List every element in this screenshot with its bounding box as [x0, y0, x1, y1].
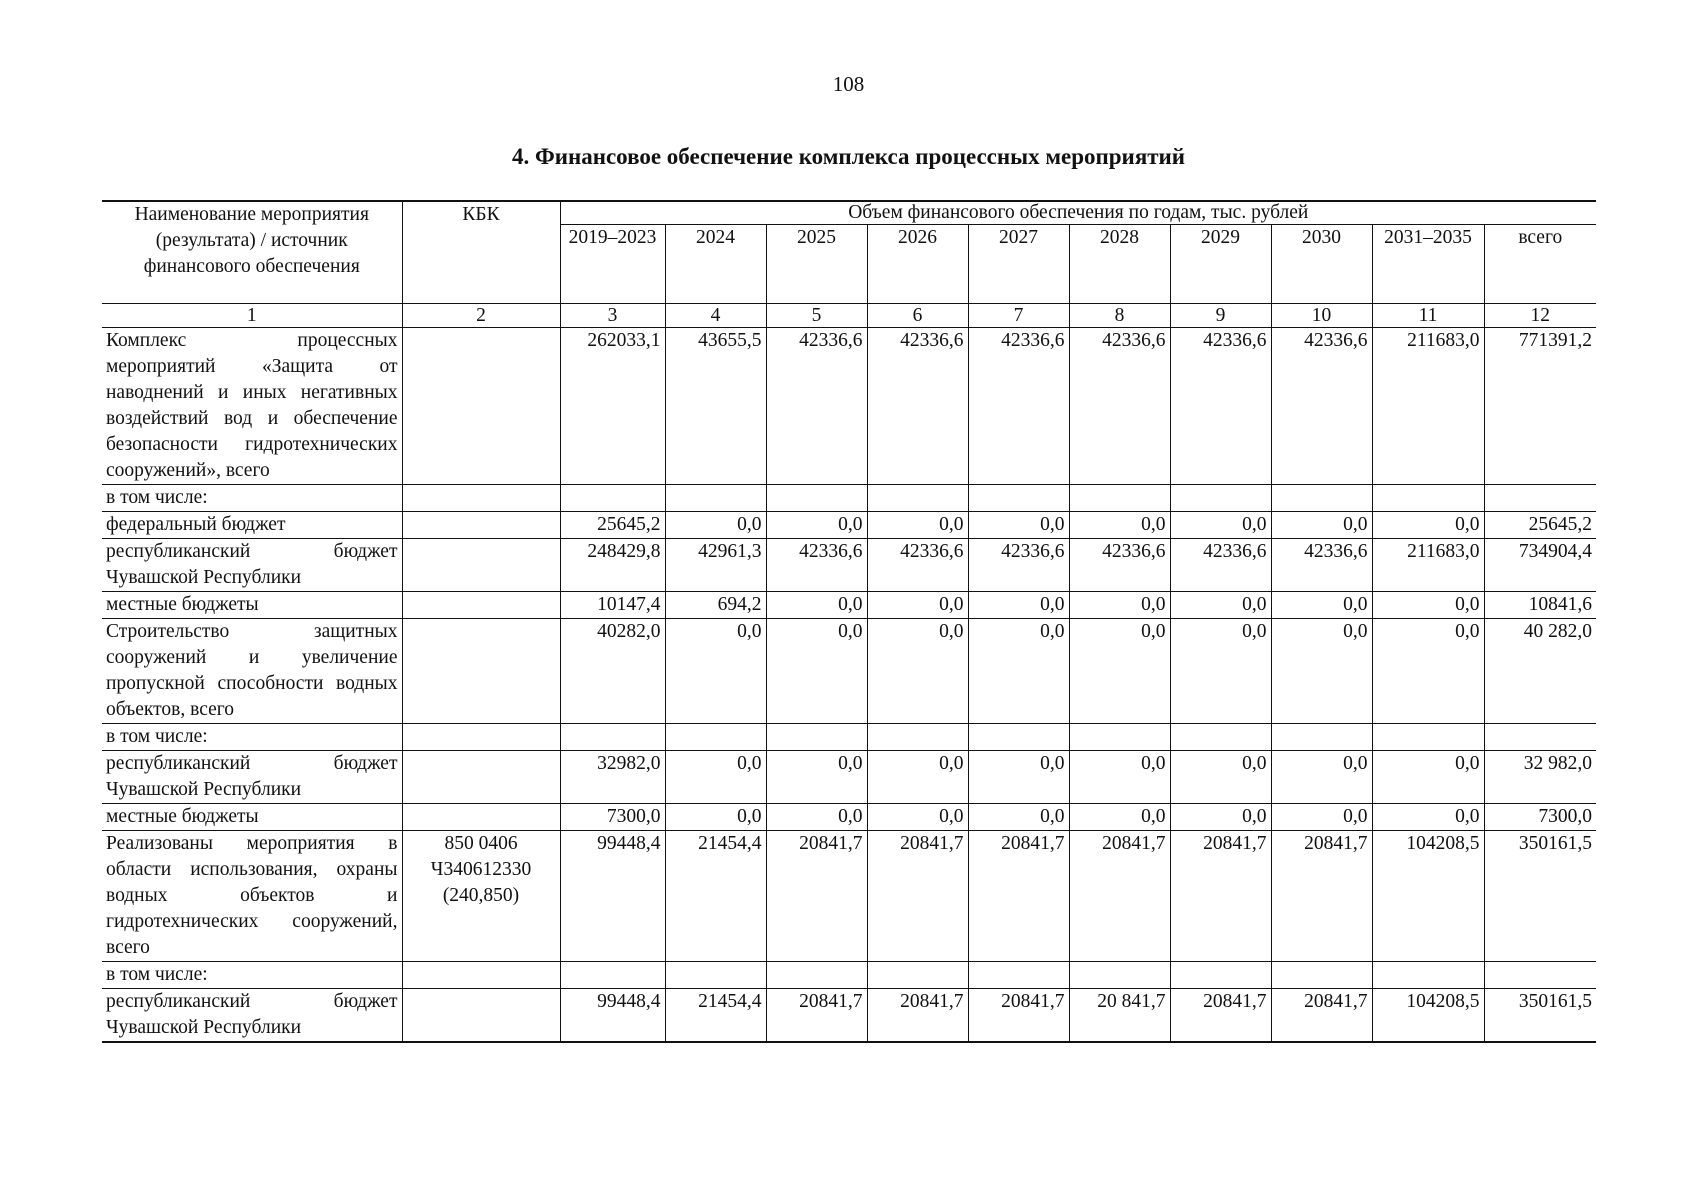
row-value [1271, 724, 1372, 751]
row-value [665, 724, 766, 751]
row-kbk: 850 0406 Ч340612330 (240,850) [402, 831, 560, 962]
header-year: 2025 [766, 225, 867, 304]
header-year: 2019–2023 [560, 225, 665, 304]
row-value [665, 962, 766, 989]
row-value: 0,0 [1170, 512, 1271, 539]
row-value: 32982,0 [560, 751, 665, 804]
row-name: в том числе: [102, 485, 402, 512]
column-number: 6 [867, 304, 968, 328]
table-row [102, 619, 1596, 724]
column-number: 4 [665, 304, 766, 328]
row-value: 20841,7 [1271, 831, 1372, 962]
row-value [1372, 962, 1484, 989]
row-value: 42336,6 [968, 539, 1069, 592]
row-value: 20841,7 [1271, 989, 1372, 1043]
row-value: 0,0 [1372, 592, 1484, 619]
row-kbk [402, 592, 560, 619]
row-value: 42336,6 [1170, 328, 1271, 485]
header-year: 2029 [1170, 225, 1271, 304]
table-row [102, 512, 1596, 539]
header-name: Наименование мероприятия (результата) / источник финансового обеспечения [102, 201, 402, 304]
row-value: 0,0 [1372, 512, 1484, 539]
row-value: 211683,0 [1372, 328, 1484, 485]
table-row [102, 804, 1596, 831]
header-row-1 [102, 201, 1596, 225]
row-value: 0,0 [1271, 804, 1372, 831]
row-value: 0,0 [665, 751, 766, 804]
row-value: 10841,6 [1484, 592, 1596, 619]
column-number: 5 [766, 304, 867, 328]
row-value: 21454,4 [665, 989, 766, 1043]
row-value: 7300,0 [560, 804, 665, 831]
row-value: 0,0 [1372, 619, 1484, 724]
row-kbk [402, 724, 560, 751]
header-year: 2028 [1069, 225, 1170, 304]
row-name: местные бюджеты [102, 592, 402, 619]
row-value: 0,0 [1271, 592, 1372, 619]
row-value [867, 485, 968, 512]
header-year: 2031–2035 [1372, 225, 1484, 304]
row-value: 734904,4 [1484, 539, 1596, 592]
row-value: 0,0 [968, 592, 1069, 619]
row-value: 0,0 [867, 619, 968, 724]
row-value: 0,0 [1170, 592, 1271, 619]
row-value: 0,0 [766, 751, 867, 804]
row-value: 350161,5 [1484, 831, 1596, 962]
row-value: 99448,4 [560, 831, 665, 962]
row-value: 10147,4 [560, 592, 665, 619]
row-value: 20841,7 [766, 831, 867, 962]
row-value [867, 962, 968, 989]
column-number: 10 [1271, 304, 1372, 328]
section-title: 4. Финансовое обеспечение комплекса процессных мероприятий [511, 144, 1186, 169]
column-number: 9 [1170, 304, 1271, 328]
row-name: Реализованы мероприятия в области использования, охраны водных объектов и гидротехнических сооружений, всего [102, 831, 402, 962]
row-value [1484, 724, 1596, 751]
row-value [560, 962, 665, 989]
row-value [1170, 962, 1271, 989]
header-volume: Объем финансового обеспечения по годам, тыс. рублей [560, 201, 1596, 225]
row-value: 0,0 [665, 512, 766, 539]
table-row [102, 724, 1596, 751]
header-year: 2030 [1271, 225, 1372, 304]
row-kbk [402, 989, 560, 1043]
row-value [968, 724, 1069, 751]
column-number: 11 [1372, 304, 1484, 328]
row-value: 42336,6 [867, 328, 968, 485]
row-value: 0,0 [1069, 751, 1170, 804]
row-kbk [402, 962, 560, 989]
row-value [1069, 962, 1170, 989]
row-kbk [402, 804, 560, 831]
row-value: 42336,6 [766, 539, 867, 592]
row-value: 40 282,0 [1484, 619, 1596, 724]
row-value: 42336,6 [968, 328, 1069, 485]
column-numbers-row [102, 304, 1596, 328]
row-value: 20 841,7 [1069, 989, 1170, 1043]
row-value: 42961,3 [665, 539, 766, 592]
row-value [968, 485, 1069, 512]
row-value: 20841,7 [968, 831, 1069, 962]
row-value: 42336,6 [1170, 539, 1271, 592]
row-name: республиканский бюджет Чувашской Республики [102, 989, 402, 1043]
row-value: 0,0 [1069, 619, 1170, 724]
row-value [1170, 485, 1271, 512]
row-value [1372, 724, 1484, 751]
table-row [102, 831, 1596, 962]
row-value: 0,0 [1069, 512, 1170, 539]
table-row [102, 751, 1596, 804]
table-row [102, 592, 1596, 619]
row-value: 0,0 [867, 751, 968, 804]
row-value: 262033,1 [560, 328, 665, 485]
row-value: 40282,0 [560, 619, 665, 724]
row-value: 0,0 [1372, 751, 1484, 804]
row-value [560, 485, 665, 512]
row-value: 42336,6 [1069, 539, 1170, 592]
row-value: 32 982,0 [1484, 751, 1596, 804]
row-value: 0,0 [1069, 592, 1170, 619]
row-value [560, 724, 665, 751]
row-value: 0,0 [968, 619, 1069, 724]
column-number: 1 [102, 304, 402, 328]
row-value: 694,2 [665, 592, 766, 619]
row-value: 20841,7 [1170, 989, 1271, 1043]
row-value [1484, 485, 1596, 512]
row-value: 42336,6 [1271, 539, 1372, 592]
header-year: 2024 [665, 225, 766, 304]
row-value [1069, 724, 1170, 751]
row-value: 0,0 [867, 804, 968, 831]
column-number: 12 [1484, 304, 1596, 328]
row-kbk [402, 751, 560, 804]
header-year: всего [1484, 225, 1596, 304]
row-value [1069, 485, 1170, 512]
row-value: 771391,2 [1484, 328, 1596, 485]
row-value [665, 485, 766, 512]
row-value: 0,0 [1170, 619, 1271, 724]
row-value: 0,0 [1170, 804, 1271, 831]
row-name: в том числе: [102, 962, 402, 989]
row-value: 0,0 [766, 592, 867, 619]
row-value: 42336,6 [1271, 328, 1372, 485]
header-kbk: КБК [402, 201, 560, 304]
row-value: 0,0 [867, 512, 968, 539]
row-value: 350161,5 [1484, 989, 1596, 1043]
row-value: 20841,7 [867, 831, 968, 962]
row-value: 0,0 [766, 512, 867, 539]
row-value [766, 485, 867, 512]
row-value [766, 724, 867, 751]
row-value: 0,0 [766, 619, 867, 724]
row-value: 20841,7 [1069, 831, 1170, 962]
row-value: 0,0 [1271, 512, 1372, 539]
row-value [867, 724, 968, 751]
row-value: 0,0 [968, 751, 1069, 804]
row-value: 7300,0 [1484, 804, 1596, 831]
column-number: 8 [1069, 304, 1170, 328]
header-year: 2026 [867, 225, 968, 304]
row-value: 20841,7 [968, 989, 1069, 1043]
row-value: 43655,5 [665, 328, 766, 485]
row-value: 42336,6 [867, 539, 968, 592]
row-kbk [402, 485, 560, 512]
row-kbk [402, 328, 560, 485]
row-value [1170, 724, 1271, 751]
row-value: 0,0 [867, 592, 968, 619]
row-value [1271, 485, 1372, 512]
row-value: 42336,6 [1069, 328, 1170, 485]
row-value: 104208,5 [1372, 831, 1484, 962]
row-kbk [402, 512, 560, 539]
row-value: 20841,7 [867, 989, 968, 1043]
column-number: 3 [560, 304, 665, 328]
row-value [766, 962, 867, 989]
row-name: федеральный бюджет [102, 512, 402, 539]
row-value: 0,0 [665, 804, 766, 831]
row-value: 0,0 [1271, 619, 1372, 724]
row-kbk [402, 539, 560, 592]
financing-table [102, 200, 1596, 1043]
row-value: 42336,6 [766, 328, 867, 485]
row-name: Комплекс процессных мероприятий «Защита от наводнений и иных негативных воздействий вод и обеспечение безопасности гидротехнических сооружений», всего [102, 328, 402, 485]
row-value: 0,0 [665, 619, 766, 724]
row-value [1271, 962, 1372, 989]
row-value: 0,0 [968, 804, 1069, 831]
page-number: 108 [832, 72, 865, 96]
row-name: республиканский бюджет Чувашской Республики [102, 751, 402, 804]
row-value: 104208,5 [1372, 989, 1484, 1043]
row-value: 20841,7 [766, 989, 867, 1043]
row-value: 0,0 [1170, 751, 1271, 804]
table-row [102, 328, 1596, 485]
row-value [1484, 962, 1596, 989]
row-value: 21454,4 [665, 831, 766, 962]
row-value: 0,0 [968, 512, 1069, 539]
row-value [1372, 485, 1484, 512]
row-name: в том числе: [102, 724, 402, 751]
row-name: Строительство защитных сооружений и увеличение пропускной способности водных объектов, всего [102, 619, 402, 724]
table-row [102, 989, 1596, 1043]
row-value: 0,0 [1372, 804, 1484, 831]
row-name: местные бюджеты [102, 804, 402, 831]
row-value: 25645,2 [560, 512, 665, 539]
column-number: 7 [968, 304, 1069, 328]
row-value: 20841,7 [1170, 831, 1271, 962]
table-row [102, 962, 1596, 989]
row-value: 99448,4 [560, 989, 665, 1043]
row-name: республиканский бюджет Чувашской Республики [102, 539, 402, 592]
row-value: 25645,2 [1484, 512, 1596, 539]
row-value: 0,0 [766, 804, 867, 831]
row-value: 0,0 [1069, 804, 1170, 831]
row-kbk [402, 619, 560, 724]
row-value: 0,0 [1271, 751, 1372, 804]
column-number: 2 [402, 304, 560, 328]
row-value [968, 962, 1069, 989]
table-row [102, 539, 1596, 592]
row-value: 211683,0 [1372, 539, 1484, 592]
row-value: 248429,8 [560, 539, 665, 592]
table-row [102, 485, 1596, 512]
header-year: 2027 [968, 225, 1069, 304]
